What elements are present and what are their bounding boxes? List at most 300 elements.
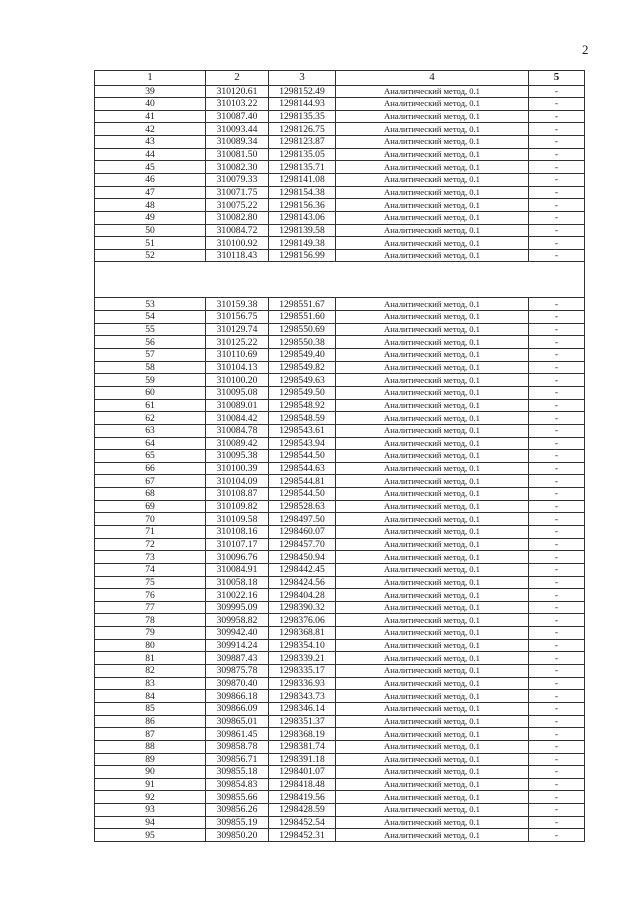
dash-cell: - xyxy=(529,336,585,349)
dash-cell: - xyxy=(529,437,585,450)
method-cell: Аналитический метод, 0.1 xyxy=(336,173,529,186)
x-coordinate-cell: 310084.42 xyxy=(206,412,269,425)
x-coordinate-cell: 309858.78 xyxy=(206,740,269,753)
point-number-cell: 64 xyxy=(95,437,206,450)
y-coordinate-cell: 1298135.35 xyxy=(269,110,336,123)
y-coordinate-cell: 1298549.63 xyxy=(269,374,336,387)
point-number-cell: 52 xyxy=(95,249,206,262)
table-row xyxy=(95,576,585,589)
table-row xyxy=(95,98,585,111)
method-cell: Аналитический метод, 0.1 xyxy=(336,601,529,614)
point-number-cell: 79 xyxy=(95,627,206,640)
table-row xyxy=(95,161,585,174)
point-number-cell: 58 xyxy=(95,361,206,374)
x-coordinate-cell: 309855.18 xyxy=(206,766,269,779)
method-cell: Аналитический метод, 0.1 xyxy=(336,816,529,829)
y-coordinate-cell: 1298135.71 xyxy=(269,161,336,174)
method-cell: Аналитический метод, 0.1 xyxy=(336,424,529,437)
x-coordinate-cell: 310095.38 xyxy=(206,450,269,463)
dash-cell: - xyxy=(529,665,585,678)
x-coordinate-cell: 309995.09 xyxy=(206,601,269,614)
table-row xyxy=(95,224,585,237)
y-coordinate-cell: 1298543.94 xyxy=(269,437,336,450)
dash-cell: - xyxy=(529,816,585,829)
y-coordinate-cell: 1298143.06 xyxy=(269,211,336,224)
y-coordinate-cell: 1298418.48 xyxy=(269,778,336,791)
x-coordinate-cell: 310109.82 xyxy=(206,500,269,513)
point-number-cell: 82 xyxy=(95,665,206,678)
y-coordinate-cell: 1298368.81 xyxy=(269,627,336,640)
section-separator-cell xyxy=(95,262,585,298)
x-coordinate-cell: 310096.76 xyxy=(206,551,269,564)
method-cell: Аналитический метод, 0.1 xyxy=(336,349,529,362)
y-coordinate-cell: 1298154.38 xyxy=(269,186,336,199)
point-number-cell: 61 xyxy=(95,399,206,412)
table-row xyxy=(95,829,585,842)
dash-cell: - xyxy=(529,110,585,123)
x-coordinate-cell: 310081.50 xyxy=(206,148,269,161)
y-coordinate-cell: 1298401.07 xyxy=(269,766,336,779)
point-number-cell: 53 xyxy=(95,298,206,311)
table-row xyxy=(95,199,585,212)
x-coordinate-cell: 310103.22 xyxy=(206,98,269,111)
x-coordinate-cell: 310089.42 xyxy=(206,437,269,450)
dash-cell: - xyxy=(529,161,585,174)
table-row xyxy=(95,462,585,475)
x-coordinate-cell: 310082.80 xyxy=(206,211,269,224)
point-number-cell: 56 xyxy=(95,336,206,349)
dash-cell: - xyxy=(529,323,585,336)
dash-cell: - xyxy=(529,513,585,526)
method-cell: Аналитический метод, 0.1 xyxy=(336,551,529,564)
method-cell: Аналитический метод, 0.1 xyxy=(336,766,529,779)
method-cell: Аналитический метод, 0.1 xyxy=(336,123,529,136)
y-coordinate-cell: 1298135.05 xyxy=(269,148,336,161)
x-coordinate-cell: 310095.08 xyxy=(206,386,269,399)
method-cell: Аналитический метод, 0.1 xyxy=(336,715,529,728)
table-row xyxy=(95,424,585,437)
dash-cell: - xyxy=(529,249,585,262)
point-number-cell: 86 xyxy=(95,715,206,728)
x-coordinate-cell: 310156.75 xyxy=(206,311,269,324)
y-coordinate-cell: 1298126.75 xyxy=(269,123,336,136)
x-coordinate-cell: 310089.34 xyxy=(206,136,269,149)
method-cell: Аналитический метод, 0.1 xyxy=(336,437,529,450)
table-row xyxy=(95,589,585,602)
dash-cell: - xyxy=(529,614,585,627)
dash-cell: - xyxy=(529,386,585,399)
y-coordinate-cell: 1298452.54 xyxy=(269,816,336,829)
table-row xyxy=(95,437,585,450)
table-row xyxy=(95,148,585,161)
point-number-cell: 49 xyxy=(95,211,206,224)
dash-cell: - xyxy=(529,361,585,374)
dash-cell: - xyxy=(529,311,585,324)
y-coordinate-cell: 1298156.36 xyxy=(269,199,336,212)
dash-cell: - xyxy=(529,412,585,425)
method-cell: Аналитический метод, 0.1 xyxy=(336,690,529,703)
method-cell: Аналитический метод, 0.1 xyxy=(336,791,529,804)
method-cell: Аналитический метод, 0.1 xyxy=(336,186,529,199)
method-cell: Аналитический метод, 0.1 xyxy=(336,462,529,475)
method-cell: Аналитический метод, 0.1 xyxy=(336,85,529,98)
x-coordinate-cell: 310084.91 xyxy=(206,563,269,576)
method-cell: Аналитический метод, 0.1 xyxy=(336,538,529,551)
method-cell: Аналитический метод, 0.1 xyxy=(336,412,529,425)
y-coordinate-cell: 1298144.93 xyxy=(269,98,336,111)
header-col-4: 4 xyxy=(336,71,529,86)
x-coordinate-cell: 309850.20 xyxy=(206,829,269,842)
method-cell: Аналитический метод, 0.1 xyxy=(336,311,529,324)
dash-cell: - xyxy=(529,475,585,488)
y-coordinate-cell: 1298354.10 xyxy=(269,639,336,652)
method-cell: Аналитический метод, 0.1 xyxy=(336,740,529,753)
x-coordinate-cell: 310118.43 xyxy=(206,249,269,262)
x-coordinate-cell: 309870.40 xyxy=(206,677,269,690)
method-cell: Аналитический метод, 0.1 xyxy=(336,829,529,842)
x-coordinate-cell: 310107.17 xyxy=(206,538,269,551)
point-number-cell: 87 xyxy=(95,728,206,741)
table-row xyxy=(95,323,585,336)
section-separator-row xyxy=(95,262,585,298)
dash-cell: - xyxy=(529,753,585,766)
x-coordinate-cell: 310104.09 xyxy=(206,475,269,488)
x-coordinate-cell: 310082.30 xyxy=(206,161,269,174)
header-col-2: 2 xyxy=(206,71,269,86)
table-row xyxy=(95,85,585,98)
y-coordinate-cell: 1298346.14 xyxy=(269,702,336,715)
y-coordinate-cell: 1298452.31 xyxy=(269,829,336,842)
dash-cell: - xyxy=(529,829,585,842)
method-cell: Аналитический метод, 0.1 xyxy=(336,450,529,463)
dash-cell: - xyxy=(529,526,585,539)
table-row xyxy=(95,766,585,779)
y-coordinate-cell: 1298419.56 xyxy=(269,791,336,804)
method-cell: Аналитический метод, 0.1 xyxy=(336,148,529,161)
point-number-cell: 77 xyxy=(95,601,206,614)
method-cell: Аналитический метод, 0.1 xyxy=(336,361,529,374)
y-coordinate-cell: 1298543.61 xyxy=(269,424,336,437)
table-row xyxy=(95,639,585,652)
y-coordinate-cell: 1298550.69 xyxy=(269,323,336,336)
table-row xyxy=(95,374,585,387)
x-coordinate-cell: 310079.33 xyxy=(206,173,269,186)
table-row xyxy=(95,336,585,349)
x-coordinate-cell: 309942.40 xyxy=(206,627,269,640)
method-cell: Аналитический метод, 0.1 xyxy=(336,298,529,311)
method-cell: Аналитический метод, 0.1 xyxy=(336,224,529,237)
coordinates-table xyxy=(94,70,585,842)
x-coordinate-cell: 309856.26 xyxy=(206,804,269,817)
y-coordinate-cell: 1298442.45 xyxy=(269,563,336,576)
table-row xyxy=(95,361,585,374)
point-number-cell: 47 xyxy=(95,186,206,199)
x-coordinate-cell: 310104.13 xyxy=(206,361,269,374)
method-cell: Аналитический метод, 0.1 xyxy=(336,488,529,501)
method-cell: Аналитический метод, 0.1 xyxy=(336,728,529,741)
point-number-cell: 62 xyxy=(95,412,206,425)
table-row xyxy=(95,601,585,614)
table-row xyxy=(95,349,585,362)
x-coordinate-cell: 309865.01 xyxy=(206,715,269,728)
method-cell: Аналитический метод, 0.1 xyxy=(336,677,529,690)
header-col-3: 3 xyxy=(269,71,336,86)
point-number-cell: 73 xyxy=(95,551,206,564)
y-coordinate-cell: 1298351.37 xyxy=(269,715,336,728)
x-coordinate-cell: 309855.66 xyxy=(206,791,269,804)
table-row xyxy=(95,412,585,425)
point-number-cell: 90 xyxy=(95,766,206,779)
table-row xyxy=(95,816,585,829)
table-row xyxy=(95,298,585,311)
method-cell: Аналитический метод, 0.1 xyxy=(336,702,529,715)
y-coordinate-cell: 1298123.87 xyxy=(269,136,336,149)
x-coordinate-cell: 310089.01 xyxy=(206,399,269,412)
method-cell: Аналитический метод, 0.1 xyxy=(336,665,529,678)
point-number-cell: 95 xyxy=(95,829,206,842)
dash-cell: - xyxy=(529,601,585,614)
point-number-cell: 63 xyxy=(95,424,206,437)
method-cell: Аналитический метод, 0.1 xyxy=(336,500,529,513)
point-number-cell: 69 xyxy=(95,500,206,513)
point-number-cell: 68 xyxy=(95,488,206,501)
method-cell: Аналитический метод, 0.1 xyxy=(336,652,529,665)
point-number-cell: 39 xyxy=(95,85,206,98)
point-number-cell: 43 xyxy=(95,136,206,149)
table-row xyxy=(95,399,585,412)
dash-cell: - xyxy=(529,715,585,728)
point-number-cell: 44 xyxy=(95,148,206,161)
dash-cell: - xyxy=(529,538,585,551)
dash-cell: - xyxy=(529,98,585,111)
point-number-cell: 59 xyxy=(95,374,206,387)
point-number-cell: 91 xyxy=(95,778,206,791)
point-number-cell: 67 xyxy=(95,475,206,488)
table-row xyxy=(95,123,585,136)
x-coordinate-cell: 310109.58 xyxy=(206,513,269,526)
x-coordinate-cell: 309861.45 xyxy=(206,728,269,741)
point-number-cell: 57 xyxy=(95,349,206,362)
method-cell: Аналитический метод, 0.1 xyxy=(336,199,529,212)
dash-cell: - xyxy=(529,349,585,362)
point-number-cell: 78 xyxy=(95,614,206,627)
method-cell: Аналитический метод, 0.1 xyxy=(336,136,529,149)
y-coordinate-cell: 1298139.58 xyxy=(269,224,336,237)
method-cell: Аналитический метод, 0.1 xyxy=(336,627,529,640)
dash-cell: - xyxy=(529,224,585,237)
y-coordinate-cell: 1298391.18 xyxy=(269,753,336,766)
dash-cell: - xyxy=(529,576,585,589)
table-row xyxy=(95,677,585,690)
dash-cell: - xyxy=(529,690,585,703)
y-coordinate-cell: 1298336.93 xyxy=(269,677,336,690)
x-coordinate-cell: 310120.61 xyxy=(206,85,269,98)
y-coordinate-cell: 1298152.49 xyxy=(269,85,336,98)
table-row xyxy=(95,211,585,224)
y-coordinate-cell: 1298544.63 xyxy=(269,462,336,475)
y-coordinate-cell: 1298549.50 xyxy=(269,386,336,399)
table-row xyxy=(95,665,585,678)
point-number-cell: 93 xyxy=(95,804,206,817)
x-coordinate-cell: 310100.20 xyxy=(206,374,269,387)
dash-cell: - xyxy=(529,298,585,311)
method-cell: Аналитический метод, 0.1 xyxy=(336,753,529,766)
x-coordinate-cell: 309958.82 xyxy=(206,614,269,627)
point-number-cell: 46 xyxy=(95,173,206,186)
y-coordinate-cell: 1298149.38 xyxy=(269,237,336,250)
point-number-cell: 65 xyxy=(95,450,206,463)
table-row xyxy=(95,728,585,741)
x-coordinate-cell: 310110.69 xyxy=(206,349,269,362)
point-number-cell: 85 xyxy=(95,702,206,715)
table-row xyxy=(95,450,585,463)
method-cell: Аналитический метод, 0.1 xyxy=(336,336,529,349)
header-col-1: 1 xyxy=(95,71,206,86)
point-number-cell: 41 xyxy=(95,110,206,123)
dash-cell: - xyxy=(529,488,585,501)
dash-cell: - xyxy=(529,639,585,652)
dash-cell: - xyxy=(529,148,585,161)
dash-cell: - xyxy=(529,702,585,715)
y-coordinate-cell: 1298551.60 xyxy=(269,311,336,324)
table-row xyxy=(95,488,585,501)
method-cell: Аналитический метод, 0.1 xyxy=(336,639,529,652)
table-row xyxy=(95,740,585,753)
table-row xyxy=(95,652,585,665)
y-coordinate-cell: 1298548.59 xyxy=(269,412,336,425)
dash-cell: - xyxy=(529,563,585,576)
y-coordinate-cell: 1298424.56 xyxy=(269,576,336,589)
x-coordinate-cell: 310075.22 xyxy=(206,199,269,212)
point-number-cell: 81 xyxy=(95,652,206,665)
x-coordinate-cell: 310093.44 xyxy=(206,123,269,136)
y-coordinate-cell: 1298528.63 xyxy=(269,500,336,513)
method-cell: Аналитический метод, 0.1 xyxy=(336,778,529,791)
dash-cell: - xyxy=(529,652,585,665)
table-row xyxy=(95,500,585,513)
dash-cell: - xyxy=(529,211,585,224)
table-row xyxy=(95,513,585,526)
table-body xyxy=(95,85,585,842)
method-cell: Аналитический метод, 0.1 xyxy=(336,374,529,387)
dash-cell: - xyxy=(529,677,585,690)
x-coordinate-cell: 310071.75 xyxy=(206,186,269,199)
table-row xyxy=(95,475,585,488)
method-cell: Аналитический метод, 0.1 xyxy=(336,614,529,627)
header-col-5: 5 xyxy=(529,71,585,86)
dash-cell: - xyxy=(529,237,585,250)
x-coordinate-cell: 310108.87 xyxy=(206,488,269,501)
y-coordinate-cell: 1298376.06 xyxy=(269,614,336,627)
table-row xyxy=(95,237,585,250)
x-coordinate-cell: 309856.71 xyxy=(206,753,269,766)
point-number-cell: 42 xyxy=(95,123,206,136)
method-cell: Аналитический метод, 0.1 xyxy=(336,513,529,526)
dash-cell: - xyxy=(529,778,585,791)
method-cell: Аналитический метод, 0.1 xyxy=(336,576,529,589)
dash-cell: - xyxy=(529,199,585,212)
x-coordinate-cell: 309854.83 xyxy=(206,778,269,791)
dash-cell: - xyxy=(529,627,585,640)
x-coordinate-cell: 310100.39 xyxy=(206,462,269,475)
method-cell: Аналитический метод, 0.1 xyxy=(336,563,529,576)
table-row xyxy=(95,136,585,149)
dash-cell: - xyxy=(529,791,585,804)
y-coordinate-cell: 1298544.81 xyxy=(269,475,336,488)
method-cell: Аналитический метод, 0.1 xyxy=(336,237,529,250)
table-row xyxy=(95,386,585,399)
x-coordinate-cell: 310108.16 xyxy=(206,526,269,539)
dash-cell: - xyxy=(529,424,585,437)
page-number: 2 xyxy=(582,42,589,57)
point-number-cell: 88 xyxy=(95,740,206,753)
dash-cell: - xyxy=(529,500,585,513)
dash-cell: - xyxy=(529,136,585,149)
x-coordinate-cell: 310125.22 xyxy=(206,336,269,349)
table-row xyxy=(95,791,585,804)
y-coordinate-cell: 1298343.73 xyxy=(269,690,336,703)
point-number-cell: 60 xyxy=(95,386,206,399)
dash-cell: - xyxy=(529,186,585,199)
dash-cell: - xyxy=(529,462,585,475)
method-cell: Аналитический метод, 0.1 xyxy=(336,475,529,488)
y-coordinate-cell: 1298460.07 xyxy=(269,526,336,539)
table-row xyxy=(95,249,585,262)
table-row xyxy=(95,551,585,564)
point-number-cell: 40 xyxy=(95,98,206,111)
method-cell: Аналитический метод, 0.1 xyxy=(336,804,529,817)
method-cell: Аналитический метод, 0.1 xyxy=(336,589,529,602)
table-row xyxy=(95,563,585,576)
y-coordinate-cell: 1298544.50 xyxy=(269,450,336,463)
method-cell: Аналитический метод, 0.1 xyxy=(336,110,529,123)
table-row xyxy=(95,311,585,324)
table-row xyxy=(95,526,585,539)
dash-cell: - xyxy=(529,374,585,387)
y-coordinate-cell: 1298156.99 xyxy=(269,249,336,262)
point-number-cell: 54 xyxy=(95,311,206,324)
y-coordinate-cell: 1298549.82 xyxy=(269,361,336,374)
dash-cell: - xyxy=(529,85,585,98)
point-number-cell: 45 xyxy=(95,161,206,174)
method-cell: Аналитический метод, 0.1 xyxy=(336,249,529,262)
y-coordinate-cell: 1298551.67 xyxy=(269,298,336,311)
y-coordinate-cell: 1298457.70 xyxy=(269,538,336,551)
y-coordinate-cell: 1298368.19 xyxy=(269,728,336,741)
table-row xyxy=(95,614,585,627)
x-coordinate-cell: 310022.16 xyxy=(206,589,269,602)
y-coordinate-cell: 1298428.59 xyxy=(269,804,336,817)
dash-cell: - xyxy=(529,804,585,817)
x-coordinate-cell: 310159.38 xyxy=(206,298,269,311)
point-number-cell: 76 xyxy=(95,589,206,602)
dash-cell: - xyxy=(529,450,585,463)
point-number-cell: 48 xyxy=(95,199,206,212)
method-cell: Аналитический метод, 0.1 xyxy=(336,98,529,111)
y-coordinate-cell: 1298549.40 xyxy=(269,349,336,362)
point-number-cell: 70 xyxy=(95,513,206,526)
y-coordinate-cell: 1298497.50 xyxy=(269,513,336,526)
table-row xyxy=(95,778,585,791)
y-coordinate-cell: 1298390.32 xyxy=(269,601,336,614)
y-coordinate-cell: 1298381.74 xyxy=(269,740,336,753)
y-coordinate-cell: 1298550.38 xyxy=(269,336,336,349)
table-row xyxy=(95,110,585,123)
dash-cell: - xyxy=(529,589,585,602)
x-coordinate-cell: 310084.72 xyxy=(206,224,269,237)
x-coordinate-cell: 310129.74 xyxy=(206,323,269,336)
dash-cell: - xyxy=(529,728,585,741)
